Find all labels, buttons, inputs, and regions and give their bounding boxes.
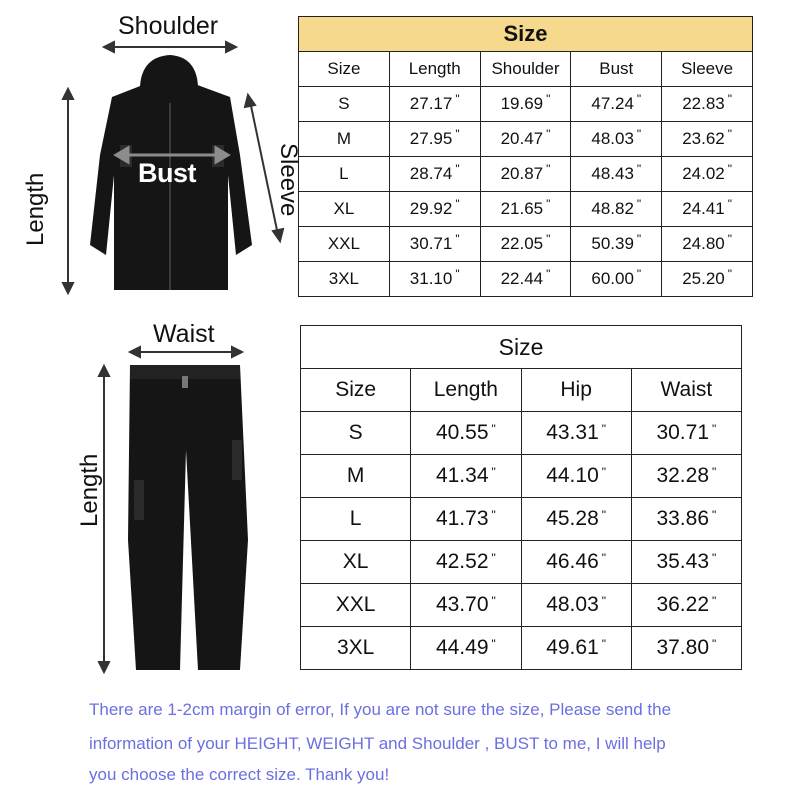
inch-mark: " — [727, 267, 732, 281]
cell-value: 33.86 — [656, 507, 710, 530]
cell-value: 27.95 — [409, 129, 453, 148]
measurement-cell — [521, 541, 631, 584]
inch-mark: " — [712, 465, 717, 479]
cell-value: 41.73 — [435, 507, 489, 530]
size-cell — [301, 412, 411, 455]
table-row — [299, 192, 753, 227]
inch-mark: " — [601, 551, 607, 565]
measurement-cell — [480, 157, 571, 192]
cell-value: 60.00 — [591, 269, 634, 288]
cell-value: 23.62 — [682, 129, 725, 148]
measurement-cell — [521, 584, 631, 627]
cell-value: XL — [333, 199, 355, 218]
note-line-2: information of your HEIGHT, WEIGHT and Shoulder , BUST to me, I will help — [89, 734, 666, 753]
inch-mark: " — [727, 92, 732, 106]
cell-value: 48.03 — [546, 593, 599, 616]
measurement-cell — [411, 455, 521, 498]
inch-mark: " — [455, 92, 460, 106]
inch-mark: " — [455, 197, 460, 211]
table-row — [301, 584, 742, 627]
table-row — [299, 157, 753, 192]
inch-mark: " — [712, 594, 717, 608]
measurement-cell — [662, 157, 753, 192]
column-header: Size — [301, 369, 411, 412]
cell-value: 47.24 — [591, 94, 634, 113]
measurement-cell — [411, 584, 521, 627]
cell-value: XXL — [327, 234, 360, 253]
shoulder-label: Shoulder — [118, 12, 219, 40]
inch-mark: " — [491, 465, 496, 479]
cell-value: S — [348, 421, 363, 444]
inch-mark: " — [491, 508, 496, 522]
cell-value: 42.52 — [435, 550, 489, 573]
column-header: Waist — [631, 369, 741, 412]
inch-mark: " — [455, 232, 460, 246]
measurement-cell — [389, 192, 480, 227]
cell-value: 19.69 — [500, 94, 544, 113]
measurement-cell — [662, 122, 753, 157]
inch-mark: " — [546, 92, 551, 106]
cell-value: XXL — [335, 593, 376, 616]
inch-mark: " — [491, 551, 496, 565]
table-header-row — [299, 52, 753, 87]
measurement-cell — [631, 627, 741, 670]
measurement-cell — [571, 262, 662, 297]
measurement-cell — [480, 262, 571, 297]
length-arrow-jacket — [63, 89, 73, 293]
column-header: Length — [411, 369, 521, 412]
size-cell — [299, 87, 390, 122]
inch-mark: " — [712, 637, 717, 651]
size-cell — [301, 498, 411, 541]
waist-label: Waist — [153, 320, 215, 348]
table-row — [299, 122, 753, 157]
inch-mark: " — [727, 232, 732, 246]
pants-length-label: Length — [76, 453, 103, 527]
cell-value: 48.43 — [591, 164, 634, 183]
measurement-cell — [571, 157, 662, 192]
column-header: Hip — [521, 369, 631, 412]
measurement-cell — [389, 262, 480, 297]
measurement-cell — [411, 412, 521, 455]
table-title: Size — [301, 326, 742, 369]
jacket-size-table — [298, 16, 753, 297]
cell-value: 20.87 — [500, 164, 544, 183]
measurement-cell — [480, 227, 571, 262]
size-cell — [299, 262, 390, 297]
measurement-cell — [389, 87, 480, 122]
table-row — [301, 498, 742, 541]
note-line-3: you choose the correct size. Thank you! — [89, 765, 390, 784]
cell-value: 22.83 — [682, 94, 725, 113]
inch-mark: " — [636, 232, 642, 246]
cell-value: 44.10 — [546, 464, 599, 487]
measurement-cell — [411, 627, 521, 670]
measurement-cell — [389, 227, 480, 262]
cell-value: XL — [342, 550, 369, 573]
table-row — [301, 455, 742, 498]
size-cell — [299, 122, 390, 157]
inch-mark: " — [601, 594, 607, 608]
size-cell — [299, 157, 390, 192]
inch-mark: " — [491, 594, 496, 608]
inch-mark: " — [636, 197, 642, 211]
inch-mark: " — [712, 508, 717, 522]
table-row — [301, 541, 742, 584]
size-cell — [301, 541, 411, 584]
cell-value: 44.49 — [435, 636, 489, 659]
inch-mark: " — [455, 162, 460, 176]
cell-value: 24.02 — [682, 164, 725, 183]
size-cell — [299, 227, 390, 262]
cell-value: 30.71 — [656, 421, 710, 444]
cell-value: 37.80 — [656, 636, 710, 659]
table-row — [299, 262, 753, 297]
inch-mark: " — [727, 162, 732, 176]
cell-value: 21.65 — [500, 199, 544, 218]
inch-mark: " — [636, 162, 642, 176]
inch-mark: " — [491, 422, 496, 436]
column-header: Sleeve — [662, 52, 753, 87]
measurement-cell — [389, 157, 480, 192]
cell-value: 49.61 — [546, 636, 599, 659]
inch-mark: " — [546, 162, 551, 176]
measurement-cell — [631, 584, 741, 627]
measurement-cell — [631, 455, 741, 498]
cell-value: M — [346, 464, 365, 487]
inch-mark: " — [636, 267, 642, 281]
inch-mark: " — [712, 551, 717, 565]
measurement-cell — [389, 122, 480, 157]
column-header: Shoulder — [480, 52, 571, 87]
inch-mark: " — [455, 127, 460, 141]
cell-value: 30.71 — [409, 234, 453, 253]
cell-value: 50.39 — [591, 234, 634, 253]
inch-mark: " — [491, 637, 496, 651]
cell-value: 45.28 — [546, 507, 599, 530]
inch-mark: " — [601, 508, 607, 522]
measurement-cell — [521, 627, 631, 670]
measurement-cell — [521, 455, 631, 498]
measurement-cell — [571, 87, 662, 122]
table-header-row — [301, 369, 742, 412]
inch-mark: " — [455, 267, 460, 281]
cell-value: 48.82 — [591, 199, 634, 218]
cell-value: 43.70 — [435, 593, 489, 616]
measurement-cell — [571, 122, 662, 157]
cell-value: L — [349, 507, 362, 530]
inch-mark: " — [546, 232, 551, 246]
cell-value: 22.05 — [500, 234, 544, 253]
cell-value: 24.41 — [682, 199, 725, 218]
note-line-1: There are 1-2cm margin of error, If you are not sure the size, Please send the — [89, 700, 672, 719]
cell-value: S — [338, 94, 350, 113]
measurement-cell — [521, 412, 631, 455]
cell-value: L — [339, 164, 349, 183]
cell-value: M — [336, 129, 351, 148]
size-cell — [299, 192, 390, 227]
measurement-cell — [631, 541, 741, 584]
size-cell — [301, 627, 411, 670]
measurement-cell — [411, 541, 521, 584]
cell-value: 27.17 — [409, 94, 453, 113]
inch-mark: " — [636, 127, 642, 141]
column-header: Bust — [571, 52, 662, 87]
inch-mark: " — [601, 422, 607, 436]
inch-mark: " — [546, 127, 551, 141]
measurement-cell — [631, 412, 741, 455]
table-row — [299, 227, 753, 262]
cell-value: 20.47 — [500, 129, 544, 148]
cell-value: 48.03 — [591, 129, 634, 148]
measurement-cell — [571, 227, 662, 262]
measurement-cell — [480, 87, 571, 122]
cell-value: 36.22 — [656, 593, 710, 616]
table-row — [301, 412, 742, 455]
pants-image — [90, 340, 260, 680]
inch-mark: " — [546, 197, 551, 211]
size-cell — [301, 455, 411, 498]
cell-value: 25.20 — [682, 269, 725, 288]
measurement-cell — [480, 122, 571, 157]
inch-mark: " — [712, 422, 717, 436]
cell-value: 29.92 — [409, 199, 453, 218]
table-row — [301, 627, 742, 670]
cell-value: 32.28 — [656, 464, 710, 487]
cell-value: 3XL — [336, 636, 375, 659]
cell-value: 40.55 — [435, 421, 489, 444]
inch-mark: " — [546, 267, 551, 281]
column-header: Length — [389, 52, 480, 87]
measurement-cell — [662, 192, 753, 227]
inch-mark: " — [636, 92, 642, 106]
cell-value: 3XL — [328, 269, 360, 288]
cell-value: 22.44 — [500, 269, 544, 288]
column-header: Size — [299, 52, 390, 87]
jacket-length-label: Length — [22, 172, 49, 246]
cell-value: 41.34 — [435, 464, 489, 487]
measurement-cell — [411, 498, 521, 541]
shoulder-arrow — [104, 42, 236, 52]
sleeve-label: Sleeve — [275, 143, 302, 217]
cell-value: 35.43 — [656, 550, 710, 573]
measurement-cell — [662, 262, 753, 297]
table-title: Size — [299, 17, 753, 52]
inch-mark: " — [727, 127, 732, 141]
size-cell — [301, 584, 411, 627]
measurement-cell — [480, 192, 571, 227]
measurement-cell — [662, 227, 753, 262]
inch-mark: " — [601, 637, 607, 651]
cell-value: 28.74 — [409, 164, 453, 183]
cell-value: 24.80 — [682, 234, 725, 253]
cell-value: 31.10 — [409, 269, 453, 288]
bust-label: Bust — [138, 158, 196, 188]
inch-mark: " — [601, 465, 607, 479]
inch-mark: " — [727, 197, 732, 211]
measurement-cell — [521, 498, 631, 541]
measurement-cell — [662, 87, 753, 122]
measurement-cell — [631, 498, 741, 541]
table-row — [299, 87, 753, 122]
cell-value: 43.31 — [546, 421, 599, 444]
cell-value: 46.46 — [546, 550, 599, 573]
measurement-cell — [571, 192, 662, 227]
pants-size-table — [300, 325, 742, 670]
